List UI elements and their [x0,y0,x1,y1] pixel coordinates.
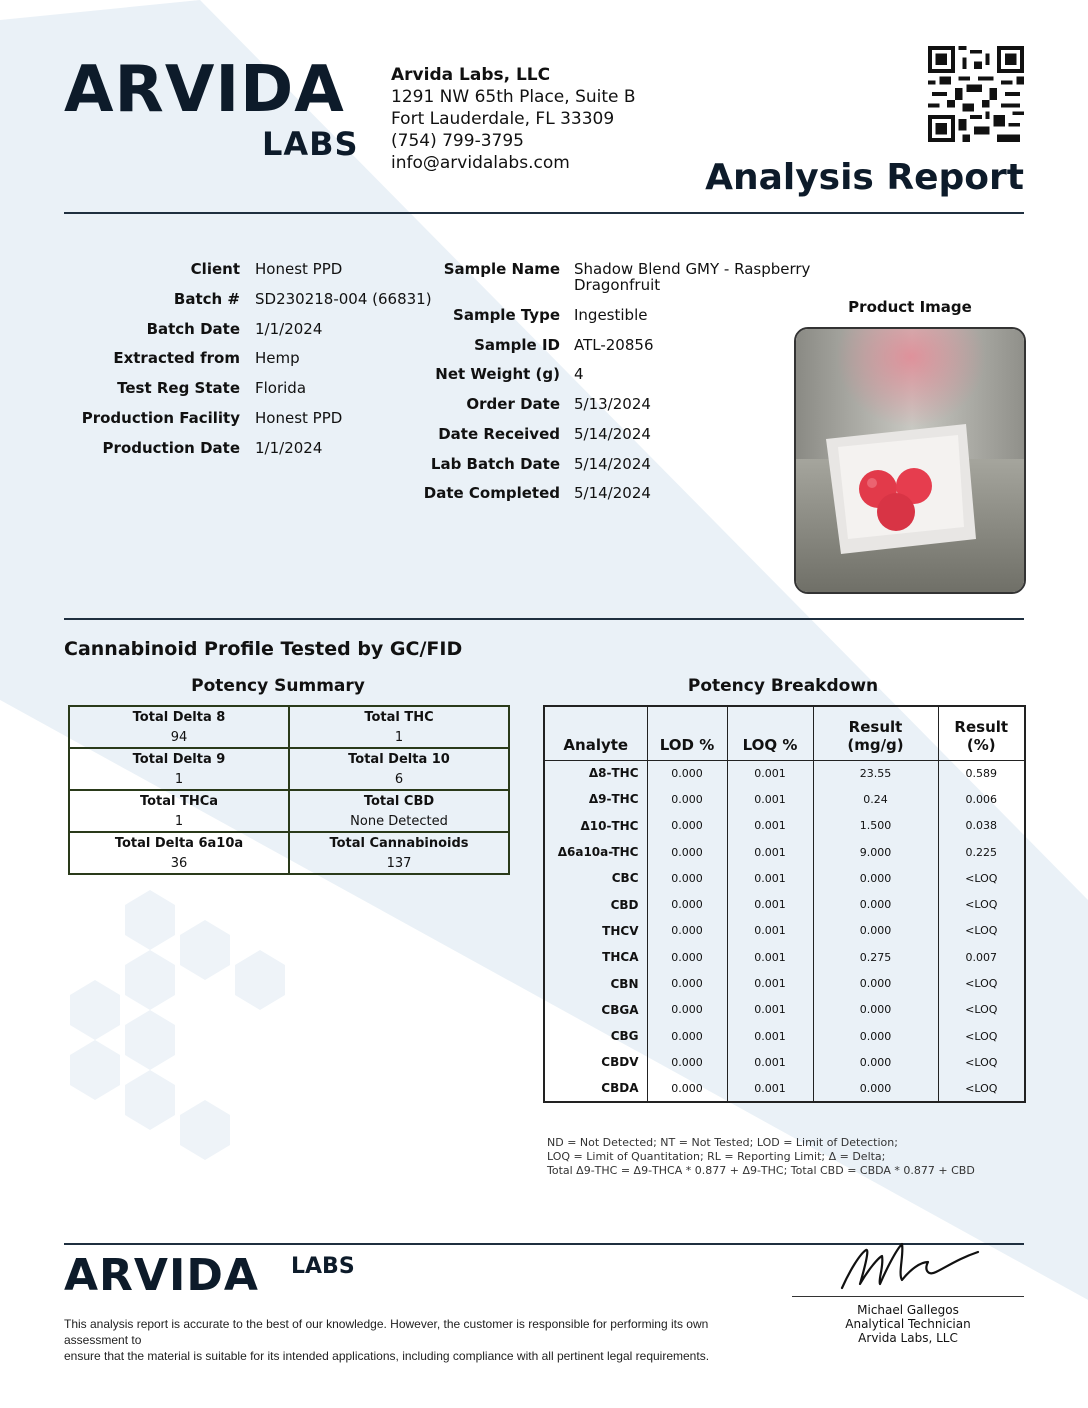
net-weight-label: Net Weight (g) [435,365,560,383]
result-pct-cell: 0.006 [938,786,1025,812]
result-mg-cell: 0.000 [813,1076,938,1102]
loq-cell: 0.001 [727,813,813,839]
labs-logo: LABS [262,125,359,163]
lod-cell: 0.000 [647,865,727,891]
analyte-cell: Δ6a10a-THC [557,845,639,860]
summary-value: 1 [174,813,184,829]
test-reg-state-value: Florida [255,379,307,397]
section-divider [64,618,1024,620]
loq-header: LOQ % [727,706,813,760]
signer-title: Analytical Technician [845,1317,971,1331]
loq-cell: 0.001 [727,970,813,996]
company-address [391,64,636,174]
analyte-cell: CBG [610,1029,639,1044]
summary-label: Total Delta 8 [132,709,226,725]
result-pct-header [938,706,1025,760]
note-line: ND = Not Detected; NT = Not Tested; LOD = Limit of Detection; [547,1136,898,1149]
product-image-label: Product Image [848,298,972,316]
summary-label: Total THC [289,706,509,727]
result-pct-cell: 0.589 [938,760,1025,786]
lod-cell: 0.000 [647,944,727,970]
table-row [544,1049,1025,1075]
result-pct-cell: 0.038 [938,813,1025,839]
analyte-cell: CBDV [601,1055,639,1070]
table-row [544,786,1025,812]
summary-value: 36 [170,855,188,871]
summary-label: Total Delta 6a10a [69,832,289,853]
table-row [544,997,1025,1023]
lod-cell: 0.000 [647,786,727,812]
result-mg-cell: 0.000 [813,997,938,1023]
header-divider [64,212,1024,214]
address-line-2: Fort Lauderdale, FL 33309 [391,109,615,129]
result-pct-cell: <LOQ [938,1023,1025,1049]
lod-cell: 0.000 [647,997,727,1023]
lod-cell: 0.000 [647,1023,727,1049]
result-mg-cell: 23.55 [813,760,938,786]
lod-cell: 0.000 [647,970,727,996]
email[interactable]: info@arvidalabs.com [391,153,570,173]
result-pct-cell: <LOQ [938,865,1025,891]
summary-value: 94 [170,729,188,745]
date-completed-value: 5/14/2024 [574,484,651,502]
batch-value: SD230218-004 (66831) [255,290,432,308]
disclaimer [64,1316,744,1364]
lod-cell: 0.000 [647,839,727,865]
summary-label: Total THCa [69,790,289,811]
loq-cell: 0.001 [727,918,813,944]
table-row [544,944,1025,970]
analyte-cell: THCA [602,950,639,965]
signer-name: Michael Gallegos [857,1303,959,1317]
table-row [544,813,1025,839]
table-row [544,1076,1025,1102]
sample-name-value-2: Dragonfruit [574,276,661,294]
sample-info [420,260,840,520]
summary-label: Total Delta 9 [69,748,289,769]
analyte-cell: CBC [611,871,639,886]
product-photo [796,329,1026,594]
loq-cell: 0.001 [727,944,813,970]
arvida-logo: ARVIDA [64,53,345,127]
section-title: Cannabinoid Profile Tested by GC/FID [64,638,463,660]
potency-summary-table [68,705,510,875]
sample-id-value: ATL-20856 [574,336,654,354]
result-mg-cell: 1.500 [813,813,938,839]
sample-id-label: Sample ID [474,336,560,354]
summary-value: 137 [289,853,509,874]
sample-name-label: Sample Name [443,260,560,278]
lod-cell: 0.000 [647,891,727,917]
analyte-cell: THCV [602,923,639,938]
extracted-from-label: Extracted from [113,349,240,367]
signature-icon [820,1240,1000,1298]
result-pct-cell: <LOQ [938,970,1025,996]
loq-cell: 0.001 [727,997,813,1023]
result-mg-cell: 0.24 [813,786,938,812]
footer-labs-logo: LABS [291,1254,355,1279]
disclaimer-line: This analysis report is accurate to the best of our knowledge. However, the customer is responsible for performing its own assessment to [64,1317,709,1347]
result-pct-cell: <LOQ [938,997,1025,1023]
abbreviation-notes [547,1136,975,1178]
loq-cell: 0.001 [727,760,813,786]
loq-cell: 0.001 [727,865,813,891]
sample-name-value: Shadow Blend GMY - Raspberry [574,260,811,278]
report-title: Analysis Report [705,157,1024,198]
lod-cell: 0.000 [647,760,727,786]
test-reg-state-label: Test Reg State [117,379,240,397]
lod-header: LOD % [647,706,727,760]
batch-date-value: 1/1/2024 [255,320,323,338]
result-pct-header-line1: Result [954,717,1009,736]
client-value: Honest PPD [255,260,343,278]
company-name: Arvida Labs, LLC [391,65,551,85]
loq-cell: 0.001 [727,891,813,917]
table-row [544,918,1025,944]
footer-arvida-logo: ARVIDA [64,1250,259,1301]
note-line: Total Δ9-THC = Δ9-THCA * 0.877 + Δ9-THC; Total CBD = CBDA * 0.877 + CBD [547,1164,975,1177]
signature-line [792,1296,1024,1297]
sample-type-value: Ingestible [574,306,648,324]
qr-code-icon[interactable] [928,46,1024,142]
summary-label: Total Delta 10 [289,748,509,769]
analyte-cell: CBN [610,976,639,991]
production-facility-label: Production Facility [81,409,240,427]
extracted-from-value: Hemp [255,349,300,367]
breakdown-body [544,760,1025,1102]
signer-company: Arvida Labs, LLC [858,1331,958,1345]
result-pct-cell: 0.225 [938,839,1025,865]
result-mg-cell: 0.000 [813,1023,938,1049]
result-mg-cell: 0.000 [813,891,938,917]
loq-cell: 0.001 [727,1076,813,1102]
result-mg-cell: 9.000 [813,839,938,865]
potency-breakdown-title: Potency Breakdown [687,676,879,696]
result-mg-header-line1: Result [848,717,903,736]
loq-cell: 0.001 [727,786,813,812]
summary-value: 1 [174,771,184,787]
result-pct-cell: <LOQ [938,891,1025,917]
date-completed-label: Date Completed [423,484,560,502]
summary-value: None Detected [289,811,509,832]
summary-label: Total Cannabinoids [289,832,509,853]
order-date-value: 5/13/2024 [574,395,651,413]
client-label: Client [190,260,240,278]
analyte-cell: Δ8-THC [588,766,639,781]
signer-block [792,1303,1024,1345]
analyte-cell: CBGA [601,1002,639,1017]
result-pct-header-line2: (%) [966,735,996,754]
production-date-value: 1/1/2024 [255,439,323,457]
result-mg-cell: 0.000 [813,1049,938,1075]
result-mg-cell: 0.000 [813,918,938,944]
result-pct-cell: <LOQ [938,918,1025,944]
net-weight-value: 4 [574,365,584,383]
potency-breakdown-table [543,705,1026,1103]
result-mg-cell: 0.000 [813,865,938,891]
analyte-cell: Δ10-THC [580,818,639,833]
result-pct-cell: <LOQ [938,1076,1025,1102]
sample-type-label: Sample Type [453,306,560,324]
table-row [544,839,1025,865]
address-line-1: 1291 NW 65th Place, Suite B [391,87,636,107]
loq-cell: 0.001 [727,839,813,865]
batch-date-label: Batch Date [146,320,240,338]
table-row [544,970,1025,996]
analyte-header: Analyte [544,706,647,760]
product-image[interactable] [794,327,1026,594]
result-mg-header-line2: (mg/g) [847,735,904,754]
phone: (754) 799-3795 [391,131,524,151]
disclaimer-line: ensure that the material is suitable for its intended applications, including compliance with all pertinent legal requirements. [64,1349,710,1363]
analyte-cell: CBDA [601,1081,639,1096]
batch-label: Batch # [173,290,240,308]
lab-batch-date-label: Lab Batch Date [430,455,560,473]
summary-value: 1 [289,727,509,748]
table-row [544,1023,1025,1049]
potency-summary-title: Potency Summary [191,676,365,696]
production-facility-value: Honest PPD [255,409,343,427]
table-row [544,891,1025,917]
analyte-cell: Δ9-THC [588,792,639,807]
lod-cell: 0.000 [647,1076,727,1102]
result-mg-cell: 0.275 [813,944,938,970]
loq-cell: 0.001 [727,1023,813,1049]
client-info [64,260,444,480]
order-date-label: Order Date [466,395,560,413]
date-received-label: Date Received [438,425,560,443]
result-mg-cell: 0.000 [813,970,938,996]
lod-cell: 0.000 [647,1049,727,1075]
lod-cell: 0.000 [647,918,727,944]
analyte-cell: CBD [610,897,639,912]
note-line: LOQ = Limit of Quantitation; RL = Reporting Limit; Δ = Delta; [547,1150,886,1163]
lod-cell: 0.000 [647,813,727,839]
loq-cell: 0.001 [727,1049,813,1075]
date-received-value: 5/14/2024 [574,425,651,443]
lab-batch-date-value: 5/14/2024 [574,455,651,473]
summary-label: Total CBD [289,790,509,811]
result-pct-cell: <LOQ [938,1049,1025,1075]
production-date-label: Production Date [102,439,240,457]
result-mg-header [813,706,938,760]
summary-value: 6 [289,769,509,790]
table-row [544,760,1025,786]
table-row [544,865,1025,891]
result-pct-cell: 0.007 [938,944,1025,970]
